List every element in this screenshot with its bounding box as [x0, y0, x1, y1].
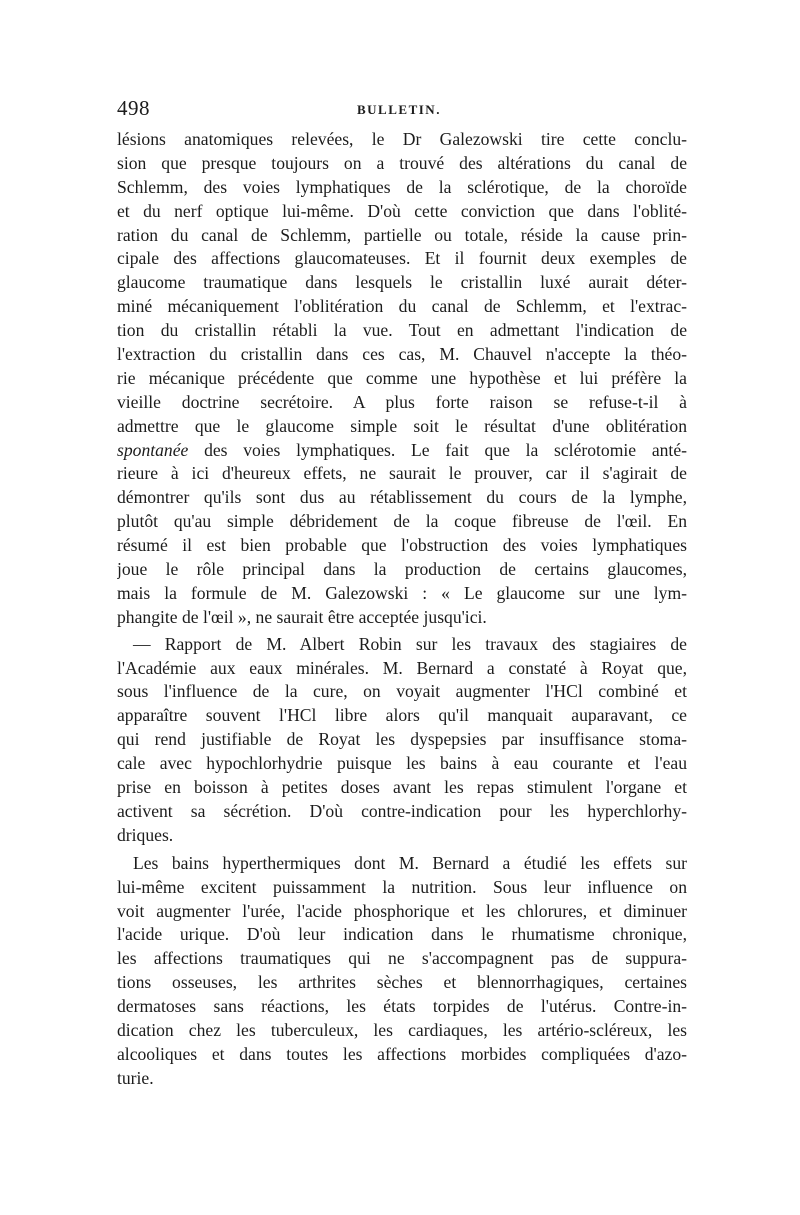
text-line: sion que presque toujours on a trouvé des altérations du canal de — [117, 152, 687, 173]
text-line: mais la formule de M. Galezowski : « Le glaucome sur une lym- — [117, 582, 687, 603]
text-line: admettre que le glaucome simple soit le résultat d'une oblitération — [117, 415, 687, 436]
text-line: phangite de l'œil », ne saurait être acceptée jusqu'ici. — [117, 606, 487, 627]
text-line: l'acide urique. D'où leur indication dans le rhumatisme chronique, — [117, 924, 687, 945]
text-line: dication chez les tuberculeux, les cardiaques, les artério-scléreux, les — [117, 1019, 687, 1040]
text-line: lui-même excitent puissamment la nutrition. Sous leur influence on — [117, 876, 687, 897]
page-header — [117, 96, 687, 122]
paragraph-glaucoma — [117, 128, 687, 630]
text-line: glaucome traumatique dans lesquels le cristallin luxé aurait déter- — [117, 272, 687, 293]
text-line: résumé il est bien probable que l'obstruction des voies lymphatiques — [117, 535, 687, 556]
text-line: dermatoses sans réactions, les états torpides de l'utérus. Contre-in- — [117, 996, 687, 1017]
body-text — [117, 128, 687, 1091]
text-line: plutôt qu'au simple débridement de la coque fibreuse de l'œil. En — [117, 511, 687, 532]
text-line: l'extraction du cristallin dans ces cas, M. Chauvel n'accepte la théo- — [117, 344, 687, 365]
text-line: qui rend justifiable de Royat les dyspepsies par insuffisance stoma- — [117, 729, 687, 750]
text-line: Schlemm, des voies lymphatiques de la sclérotique, de la choroïde — [117, 176, 687, 197]
paragraph-robin-report — [117, 633, 687, 848]
text-line: ration du canal de Schlemm, partielle ou totale, réside la cause prin- — [117, 224, 687, 245]
running-title: BULLETIN. — [357, 102, 441, 117]
text-line: tion du cristallin rétabli la vue. Tout en admettant l'indication de — [117, 320, 687, 341]
text-line-italic-lead: spontanée des voies lymphatiques. Le fait que la sclérotomie anté- — [117, 439, 687, 460]
text-line: l'Académie aux eaux minérales. M. Bernard a constaté à Royat que, — [117, 657, 687, 678]
text-line: cale avec hypochlorhydrie puisque les bains à eau courante et l'eau — [117, 753, 687, 774]
text-line: miné mécaniquement l'oblitération du canal de Schlemm, et l'extrac- — [117, 296, 687, 317]
text-line: rieure à ici d'heureux effets, ne saurait le prouver, car il s'agirait de — [117, 463, 687, 484]
text-line: activent sa sécrétion. D'où contre-indication pour les hyperchlorhy- — [117, 800, 687, 821]
text-line: voit augmenter l'urée, l'acide phosphorique et les chlorures, et diminuer — [117, 900, 687, 921]
page-number: 498 — [117, 96, 150, 120]
text-line: — Rapport de M. Albert Robin sur les travaux des stagiaires de — [133, 633, 687, 654]
text-line: tions osseuses, les arthrites sèches et blennorrhagiques, certaines — [117, 972, 687, 993]
text-line: lésions anatomiques relevées, le Dr Galezowski tire cette conclu- — [117, 129, 687, 149]
text-line: rie mécanique précédente que comme une hypothèse et lui préfère la — [117, 367, 687, 388]
text-line: apparaître souvent l'HCl libre alors qu'il manquait auparavant, ce — [117, 705, 687, 726]
text-line: alcooliques et dans toutes les affections morbides compliquées d'azo- — [117, 1043, 687, 1064]
text-line: vieille doctrine secrétoire. A plus forte raison se refuse-t-il à — [117, 391, 687, 412]
text-line: démontrer qu'ils sont dus au rétablissement du cours de la lymphe, — [117, 487, 687, 508]
text-line: Les bains hyperthermiques dont M. Bernard a étudié les effets sur — [133, 852, 687, 873]
text-line: turie. — [117, 1067, 154, 1088]
text-line: et du nerf optique lui-même. D'où cette conviction que dans l'oblité- — [117, 200, 687, 221]
text-line: cipale des affections glaucomateuses. Et il fournit deux exemples de — [117, 248, 687, 269]
paragraph-hyperthermic-baths — [117, 852, 687, 1091]
text-line: sous l'influence de la cure, on voyait augmenter l'HCl combiné et — [117, 681, 687, 702]
text-line: driques. — [117, 824, 174, 845]
text-line: les affections traumatiques qui ne s'accompagnent pas de suppura- — [117, 948, 687, 969]
text-line: joue le rôle principal dans la production de certains glaucomes, — [117, 559, 687, 580]
text-line: prise en boisson à petites doses avant les repas stimulent l'organe et — [117, 777, 687, 798]
